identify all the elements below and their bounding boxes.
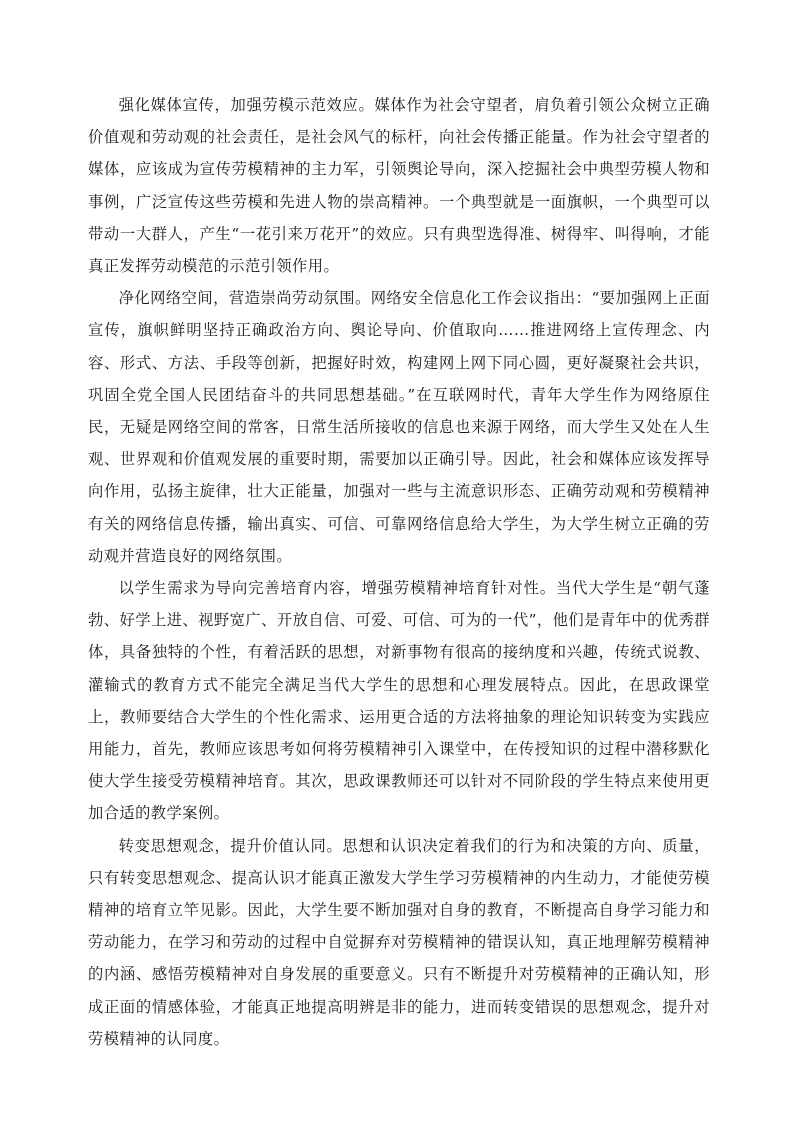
paragraph-change-mindset: 转变思想观念，提升价值认同。思想和认识决定着我们的行为和决策的方向、质量，只有转变思想观念、提高认识才能真正激发大学生学习劳模精神的内生动力，才能使劳模精神的培育立竿见影。因此，大学生要不断加强对自身的教育，不断提高自身学习能力和劳动能力，在学习和劳动的过程中自觉摒弃对劳模精神的错误认知，真正地理解劳模精神的内涵、感悟劳模精神对自身发展的重要意义。只有不断提升对劳模精神的正确认知，形成正面的情感体验，才能真正地提高明辨是非的能力，进而转变错误的思想观念，提升对劳模精神的认同度。: [88, 836, 710, 1048]
paragraph-media-publicity: 强化媒体宣传，加强劳模示范效应。媒体作为社会守望者，肩负着引领公众树立正确价值观和劳动观的社会责任，是社会风气的标杆，向社会传播正能量。作为社会守望者的媒体，应该成为宣传劳模精神的主力军，引领舆论导向，深入挖掘社会中典型劳模人物和事例，广泛宣传这些劳模和先进人物的崇高精神。一个典型就是一面旗帜，一个典型可以带动一大群人，产生“一花引来万花开”的效应。只有典型选得准、树得牢、叫得响，才能真正发挥劳动模范的示范引领作用。: [88, 96, 710, 276]
paragraph-network-space: 净化网络空间，营造崇尚劳动氛围。网络安全信息化工作会议指出：“要加强网上正面宣传，旗帜鲜明坚持正确政治方向、舆论导向、价值取向……推进网络上宣传理念、内容、形式、方法、手段等创新，把握好时效，构建网上网下同心圆，更好凝聚社会共识，巩固全党全国人民团结奋斗的共同思想基础。”在互联网时代，青年大学生作为网络原住民，无疑是网络空间的常客，日常生活所接收的信息也来源于网络，而大学生又处在人生观、世界观和价值观发展的重要时期，需要加以正确引导。因此，社会和媒体应该发挥导向作用，弘扬主旋律，壮大正能量，加强对一些与主流意识形态、正确劳动观和劳模精神有关的网络信息传播，输出真实、可信、可靠网络信息给大学生，为大学生树立正确的劳动观并营造良好的网络氛围。: [88, 289, 710, 565]
paragraph-student-needs: 以学生需求为导向完善培育内容，增强劳模精神培育针对性。当代大学生是“朝气蓬勃、好学上进、视野宽广、开放自信、可爱、可信、可为的一代”，他们是青年中的优秀群体，具备独特的个性，有着活跃的思想，对新事物有很高的接纳度和兴趣，传统式说教、灌输式的教育方式不能完全满足当代大学生的思想和心理发展特点。因此，在思政课堂上，教师要结合大学生的个性化需求、运用更合适的方法将抽象的理论知识转变为实践应用能力，首先，教师应该思考如何将劳模精神引入课堂中，在传授知识的过程中潜移默化使大学生接受劳模精神培育。其次，思政课教师还可以针对不同阶段的学生特点来使用更加合适的教学案例。: [88, 579, 710, 823]
document-body: [88, 89, 710, 1055]
